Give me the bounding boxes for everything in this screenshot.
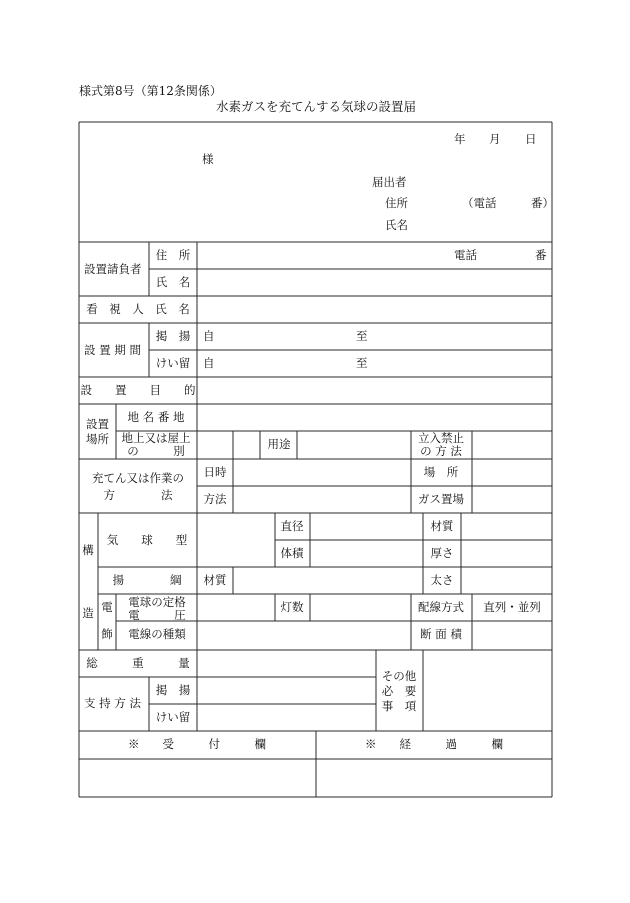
cross-section-label: 断 面 積 [420, 627, 462, 641]
balloon-thickness-label: 厚さ [430, 546, 454, 560]
other-line1: その他 [381, 669, 417, 683]
rated-voltage-line2: 電 圧 [128, 608, 186, 622]
wiring-method-value: 直列・並列 [483, 600, 541, 614]
filling-label-line2: 方 法 [103, 488, 173, 502]
contractor-phone-suffix: 番 [535, 248, 547, 262]
contractor-address-label: 住 所 [155, 248, 191, 262]
period-moor-from: 自 [203, 356, 215, 370]
submitter-phone-label: （電話 番） [462, 196, 554, 210]
submitter-label: 届出者 [372, 175, 407, 189]
wiring-method-label: 配線方式 [418, 600, 464, 614]
date-day: 日 [525, 132, 537, 146]
location-label-line2: 場所 [86, 432, 109, 446]
period-moor-to: 至 [356, 356, 368, 370]
progress-column-label: ※ 経 過 欄 [365, 737, 503, 751]
support-raise-label: 掲 揚 [155, 683, 191, 697]
structure-label-top: 構 [82, 543, 94, 557]
location-ground-line2: の 別 [127, 444, 185, 458]
period-raise-from: 自 [203, 329, 215, 343]
period-raise-to: 至 [356, 329, 368, 343]
addressee-suffix: 様 [202, 152, 214, 166]
date-year: 年 [454, 132, 466, 146]
rated-voltage-line1: 電球の定格 [128, 595, 186, 609]
volume-label: 体積 [280, 546, 304, 560]
other-line2: 必 要 [381, 684, 417, 698]
period-raise-label: 掲 揚 [155, 329, 191, 343]
support-method-label: 支 持 方 法 [84, 696, 141, 710]
structure-label-bottom: 造 [82, 606, 94, 620]
date-month: 月 [489, 132, 501, 146]
form-title: 水素ガスを充てんする気球の設置届 [215, 99, 417, 114]
filling-place-label: 場 所 [423, 465, 459, 479]
location-no-entry-line2: の 方 法 [420, 444, 462, 458]
lamp-count-label: 灯数 [280, 600, 304, 614]
location-label-line1: 設置 [86, 417, 109, 431]
submitter-address-label: 住所 [385, 196, 408, 210]
balloon-material-label: 材質 [430, 519, 454, 533]
period-label: 設 置 期 間 [84, 343, 141, 357]
other-line3: 事 項 [381, 699, 417, 713]
electric-label-1: 電 [101, 600, 113, 614]
location-no-entry-line1: 立入禁止 [418, 431, 464, 445]
filling-label-line1: 充てん又は作業の [92, 471, 184, 485]
location-use-label: 用途 [267, 437, 291, 451]
rope-thickness-label: 太さ [430, 573, 454, 587]
contractor-name-label: 氏 名 [155, 275, 191, 289]
contractor-phone-label: 電話 [454, 248, 477, 262]
balloon-type-label: 気 球 型 [106, 533, 188, 547]
diameter-label: 直径 [280, 519, 304, 533]
contractor-label: 設置請負者 [84, 262, 142, 276]
rope-label: 揚 綱 [112, 573, 182, 587]
total-weight-label: 総 重 量 [86, 656, 190, 670]
filling-datetime-label: 日時 [203, 465, 227, 479]
electric-label-2: 飾 [101, 627, 113, 641]
location-lot-label: 地 名 番 地 [127, 410, 185, 424]
rope-material-label: 材質 [203, 573, 227, 587]
support-moor-label: けい留 [155, 710, 191, 724]
location-ground-line1: 地上又は屋上 [121, 431, 191, 445]
wire-type-label: 電線の種類 [128, 627, 186, 641]
watcher-name-label: 看 視 人 氏 名 [86, 302, 190, 316]
form-number: 様式第8号（第12条関係） [79, 84, 222, 98]
reception-column-label: ※ 受 付 欄 [128, 737, 266, 751]
submitter-name-label: 氏名 [385, 218, 408, 232]
period-moor-label: けい留 [155, 356, 191, 370]
purpose-label: 設 置 目 的 [80, 383, 196, 397]
filling-method-label: 方法 [203, 492, 227, 506]
filling-gas-storage-label: ガス置場 [418, 492, 464, 506]
